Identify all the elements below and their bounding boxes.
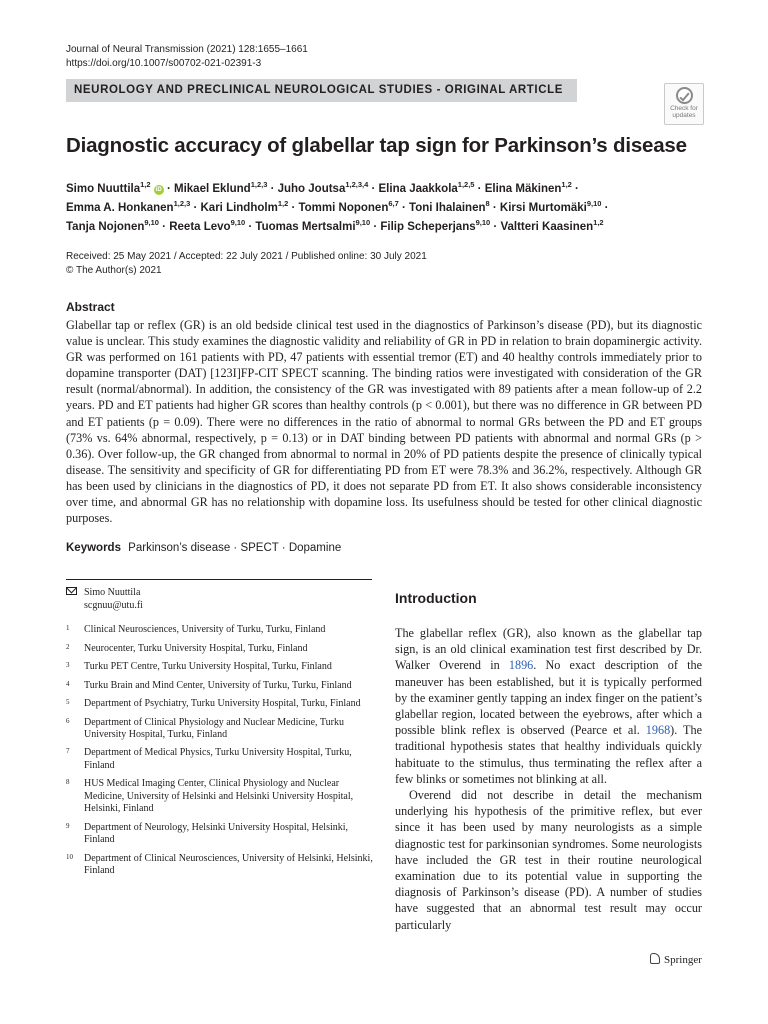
- affiliation-text: Neurocenter, Turku University Hospital, Turku, Finland: [84, 642, 308, 654]
- publication-dates: [66, 250, 427, 278]
- footnote-divider: [66, 579, 372, 580]
- author-affiliation-ref: 1,2: [593, 218, 604, 228]
- author-name[interactable]: Valtteri Kaasinen: [500, 221, 594, 233]
- author-name[interactable]: Juho Joutsa: [277, 183, 346, 195]
- keywords-text: Parkinson’s disease · SPECT · Dopamine: [128, 542, 342, 554]
- affiliation-text: Department of Psychiatry, Turku University Hospital, Turku, Finland: [84, 698, 361, 709]
- corresponding-email[interactable]: scgnuu@utu.fi: [84, 599, 143, 611]
- keywords-label: Keywords: [66, 542, 121, 554]
- author-affiliation-ref: 6,7: [388, 199, 399, 209]
- affiliation-number: 3: [66, 661, 70, 669]
- affiliation-number: 9: [66, 821, 70, 830]
- affiliation-number: 5: [66, 698, 70, 706]
- author-affiliation-ref: 1,2: [140, 180, 151, 190]
- author-separator: ·: [163, 183, 174, 195]
- affiliation-item: [66, 853, 376, 878]
- author-name[interactable]: Kirsi Murtomäki: [499, 202, 587, 214]
- affiliation-number: 2: [66, 642, 70, 651]
- affiliation-item: [66, 717, 376, 742]
- affiliation-number: 1: [66, 624, 70, 632]
- introduction-heading: Introduction: [395, 590, 477, 606]
- author-separator: ·: [370, 221, 381, 233]
- publisher-name: Springer: [664, 954, 702, 966]
- keywords: [66, 542, 341, 554]
- affiliation-number: 7: [66, 747, 70, 756]
- author-affiliation-ref: 1,2: [277, 199, 289, 209]
- author-name[interactable]: Kari Lindholm: [200, 202, 278, 214]
- affiliation-item: [66, 661, 376, 673]
- dates-line: Received: 25 May 2021 / Accepted: 22 July 2021 / Published online: 30 July 2021: [66, 251, 427, 262]
- check-for-updates-badge[interactable]: [664, 83, 704, 125]
- author-affiliation-ref: 9,10: [355, 218, 371, 228]
- author-name[interactable]: Mikael Eklund: [174, 183, 251, 195]
- author-separator: ·: [398, 202, 410, 214]
- affiliation-item: [66, 643, 376, 655]
- author-separator: ·: [601, 202, 609, 214]
- introduction-body: [395, 625, 702, 933]
- springer-logo-icon: [650, 953, 660, 964]
- author-separator: ·: [190, 202, 201, 214]
- author-separator: ·: [245, 221, 256, 233]
- corresponding-name: Simo Nuuttila: [84, 587, 141, 598]
- intro-paragraph-2: Overend did not describe in detail the mechanism underlying his hypothesis of the primitive reflex, but ever since it has been used by many neurologists as a simple diagnostic test for parkinsonian syndromes. Some neurologists have included the GR test in their routine neurological examination due to its potential value in supporting the diagnosis of Parkinson’s disease (PD). A number of studies have suggested that an abnormal test result may occur particularly: [395, 788, 702, 932]
- author-list: [66, 180, 686, 237]
- affiliation-text: HUS Medical Imaging Center, Clinical Physiology and Nuclear Medicine, University of Helsinki and Helsinki University Hospital, Helsinki, Finland: [84, 778, 354, 815]
- author-affiliation-ref: 1,2,3: [173, 199, 191, 209]
- intro-paragraph-1: [395, 625, 702, 787]
- check-icon: [676, 87, 693, 104]
- author-affiliation-ref: 9,10: [230, 218, 246, 228]
- envelope-icon: [66, 587, 77, 595]
- affiliation-number: 8: [66, 778, 70, 787]
- affiliation-item: [66, 698, 376, 710]
- author-affiliation-ref: 1,2,3: [250, 180, 268, 190]
- citation-link[interactable]: 1896: [508, 658, 534, 673]
- author-separator: ·: [489, 202, 500, 214]
- affiliation-text: Clinical Neurosciences, University of Turku, Turku, Finland: [84, 624, 326, 635]
- affiliation-item: [66, 747, 376, 772]
- author-name[interactable]: Elina Mäkinen: [484, 183, 562, 195]
- journal-citation: Journal of Neural Transmission (2021) 128:1655–1661: [66, 44, 308, 55]
- author-affiliation-ref: 1,2: [561, 180, 572, 190]
- author-separator: ·: [288, 202, 299, 214]
- affiliation-number: 10: [66, 852, 73, 861]
- affiliation-item: [66, 680, 376, 692]
- author-separator: ·: [368, 183, 379, 195]
- affiliation-item: [66, 624, 376, 636]
- abstract-heading: Abstract: [66, 300, 115, 314]
- affiliation-text: Department of Clinical Neurosciences, University of Helsinki, Helsinki, Finland: [84, 852, 373, 876]
- author-name[interactable]: Tommi Noponen: [298, 202, 389, 214]
- publisher-footer: [650, 953, 702, 966]
- orcid-icon[interactable]: iD: [155, 187, 162, 193]
- author-affiliation-ref: 9,10: [144, 218, 159, 228]
- doi-link[interactable]: https://doi.org/10.1007/s00702-021-02391-3: [66, 58, 262, 69]
- journal-header: [66, 43, 308, 71]
- affiliation-item: [66, 822, 376, 847]
- check-updates-line2: updates: [672, 112, 696, 119]
- affiliation-number: 4: [66, 679, 70, 688]
- citation-link[interactable]: 1968: [645, 723, 671, 738]
- author-separator: ·: [267, 183, 278, 195]
- author-affiliation-ref: 9,10: [586, 199, 602, 209]
- affiliation-list: [66, 624, 376, 883]
- section-banner: NEUROLOGY AND PRECLINICAL NEUROLOGICAL STUDIES - ORIGINAL ARTICLE: [66, 79, 577, 102]
- affiliation-text: Department of Neurology, Helsinki University Hospital, Helsinki, Finland: [84, 821, 349, 846]
- author-name[interactable]: Tuomas Mertsalmi: [255, 221, 356, 233]
- copyright-line: © The Author(s) 2021: [66, 265, 162, 276]
- intro-p1-text-b: . No exact description of the maneuver has been established, but it is typically performed by the examiner gently tapping an index finger on the patient’s glabellar region, located between the eyebrows, after which a possible blink reflex is observed (Pearce et al.: [395, 658, 702, 738]
- affiliation-item: [66, 778, 376, 815]
- affiliation-text: Department of Medical Physics, Turku University Hospital, Turku, Finland: [84, 747, 352, 771]
- author-separator: ·: [571, 183, 579, 195]
- check-updates-line1: Check for: [670, 105, 698, 112]
- author-name[interactable]: Toni Ihalainen: [409, 202, 486, 214]
- author-name[interactable]: Reeta Levo: [169, 221, 231, 233]
- author-affiliation-ref: 1,2,3,4: [345, 180, 369, 190]
- author-separator: ·: [158, 221, 170, 233]
- article-title: Diagnostic accuracy of glabellar tap sign for Parkinson’s disease: [66, 134, 687, 157]
- author-separator: ·: [474, 183, 485, 195]
- intro-p1-text-a: The glabellar reflex (GR), also known as the glabellar tap sign, is an old clinical examination test first described by Dr. Walker Overend in: [395, 626, 702, 673]
- author-affiliation-ref: 8: [485, 199, 490, 209]
- author-name[interactable]: Emma A. Honkanen: [66, 202, 174, 214]
- affiliation-text: Department of Clinical Physiology and Nuclear Medicine, Turku University Hospital, Turku, Finland: [84, 716, 344, 740]
- author-name[interactable]: Tanja Nojonen: [66, 221, 145, 233]
- author-separator: ·: [490, 221, 501, 233]
- author-name[interactable]: Elina Jaakkola: [378, 183, 458, 195]
- corresponding-author: [66, 587, 143, 612]
- author-affiliation-ref: 9,10: [475, 218, 491, 228]
- affiliation-number: 6: [66, 716, 70, 725]
- intro-p1-text-c: ). The traditional hypothesis states that healthy individuals quickly habituate to the stimulus, thus terminating the reflex after a few blinks or sometimes not blinking at all.: [395, 723, 702, 786]
- affiliation-text: Turku Brain and Mind Center, University of Turku, Turku, Finland: [84, 679, 352, 691]
- affiliation-text: Turku PET Centre, Turku University Hospital, Turku, Finland: [84, 661, 332, 672]
- abstract-text: Glabellar tap or reflex (GR) is an old bedside clinical test used in the diagnostics of Parkinson’s disease (PD), but its diagnostic value is unclear. This study examines the diagnostic validity and reliability of GR in PD in relation to brain dopaminergic activity. GR was performed on 161 patients with PD, 47 patients with essential tremor (ET) and 40 healthy controls immediately prior to dopamine transporter (DAT) [123I]FP-CIT SPECT scanning. The binding ratios were investigated with consideration of the GR result (normal/abnormal). In addition, the consistency of the GR was investigated with 89 patients after a mean follow-up of 2.2 years. PD and ET patients had higher GR scores than healthy controls (p < 0.001), but there was no difference in GR between PD and ET patients (p = 0.09). There were no differences in the ratio of abnormal to normal GRs between the PD and ET groups (73% vs. 64% abnormal, respectively, p = 0.13) or in DAT binding between PD patients with abnormal and normal GRs (p > 0.36). Over follow-up, the GR changed from abnormal to normal in 20% of PD patients despite the presence of clinically typical disease. The sensitivity and specificity of GR for differentiating PD from ET were 78.3% and 36.2%, respectively. Although GR has been used by clinicians in the diagnostics of PD, it does not separate PD from ET. It also shows considerable inconsistency over time, and abnormal GR has no relationship with dopamine loss. Its usefulness should be tested for other clinical diagnostic purposes.: [66, 318, 702, 526]
- author-name[interactable]: Simo Nuuttila: [66, 183, 141, 195]
- author-name[interactable]: Filip Scheperjans: [380, 221, 476, 233]
- author-affiliation-ref: 1,2,5: [457, 180, 475, 190]
